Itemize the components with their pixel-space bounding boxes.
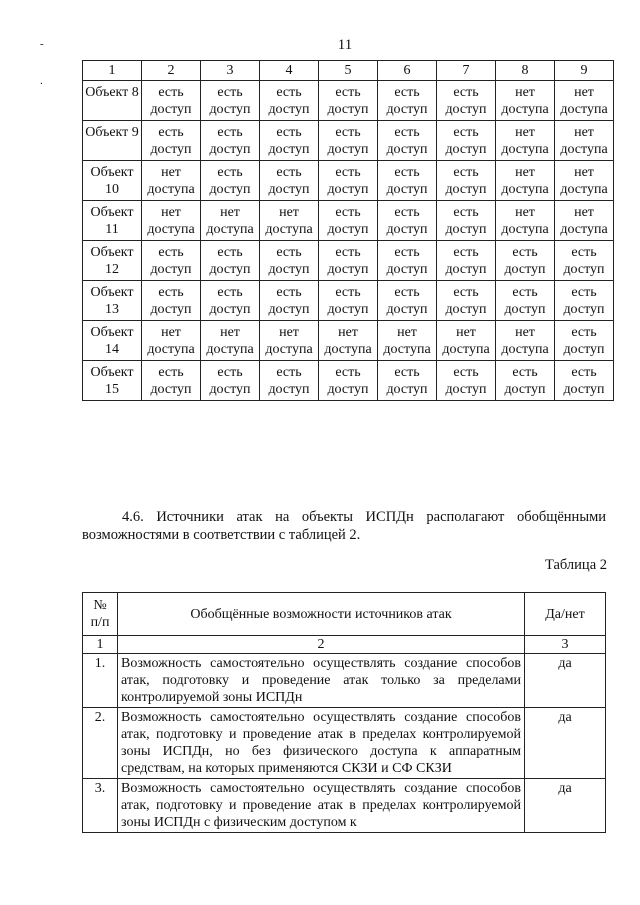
column-number: 3 — [525, 636, 606, 654]
capabilities-table — [82, 592, 606, 833]
capability-answer: да — [525, 708, 606, 779]
capability-number: 3. — [83, 779, 118, 833]
access-cell: нет доступа — [555, 161, 614, 201]
access-cell: есть доступ — [260, 161, 319, 201]
object-name-cell: Объект 15 — [83, 361, 142, 401]
header-answer: Да/нет — [525, 593, 606, 636]
access-row — [83, 241, 614, 281]
access-cell: есть доступ — [201, 241, 260, 281]
access-cell: есть доступ — [555, 321, 614, 361]
page-number: 11 — [337, 37, 353, 53]
access-cell: нет доступа — [496, 161, 555, 201]
header-description: Обобщённые возможности источников атак — [118, 593, 525, 636]
access-cell: есть доступ — [201, 121, 260, 161]
access-cell: есть доступ — [319, 81, 378, 121]
access-cell: есть доступ — [378, 241, 437, 281]
access-cell: есть доступ — [142, 281, 201, 321]
capability-row — [83, 654, 606, 708]
access-cell: нет доступа — [496, 121, 555, 161]
access-cell: есть доступ — [201, 161, 260, 201]
object-name-cell: Объект 13 — [83, 281, 142, 321]
access-cell: есть доступ — [378, 201, 437, 241]
access-row — [83, 161, 614, 201]
access-cell: нет доступа — [319, 321, 378, 361]
access-cell: нет доступа — [496, 321, 555, 361]
capabilities-column-numbers-row — [83, 636, 606, 654]
access-cell: нет доступа — [496, 81, 555, 121]
access-cell: есть доступ — [260, 361, 319, 401]
access-cell: нет доступа — [142, 201, 201, 241]
access-cell: есть доступ — [437, 161, 496, 201]
access-row — [83, 321, 614, 361]
capability-number: 2. — [83, 708, 118, 779]
object-name-cell: Объект 8 — [83, 81, 142, 121]
capability-answer: да — [525, 779, 606, 833]
access-cell: есть доступ — [496, 241, 555, 281]
access-cell: нет доступа — [555, 201, 614, 241]
access-cell: есть доступ — [555, 241, 614, 281]
margin-dash-mark: - — [40, 38, 44, 50]
column-number: 5 — [319, 61, 378, 81]
column-number: 2 — [118, 636, 525, 654]
capabilities-header-row — [83, 593, 606, 636]
access-cell: есть доступ — [142, 241, 201, 281]
capability-number: 1. — [83, 654, 118, 708]
access-cell: нет доступа — [260, 321, 319, 361]
access-cell: есть доступ — [260, 241, 319, 281]
margin-dot-mark: . — [40, 75, 43, 87]
capability-text: Возможность самостоятельно осуществлять создание способов атак, подготовку и проведение атак в пределах контролируемой зоны ИСПДн с физическим доступом к — [118, 779, 525, 833]
access-cell: нет доступа — [378, 321, 437, 361]
object-name-cell: Объект 11 — [83, 201, 142, 241]
column-number: 3 — [201, 61, 260, 81]
access-cell: есть доступ — [378, 281, 437, 321]
access-cell: нет доступа — [555, 121, 614, 161]
column-number: 9 — [555, 61, 614, 81]
capability-text: Возможность самостоятельно осуществлять создание способов атак, подготовку и проведение атак в пределах контролируемой зоны ИСПДн, но без физического доступа к аппаратным средствам, на которых применяются СКЗИ и СФ СКЗИ — [118, 708, 525, 779]
access-cell: есть доступ — [437, 201, 496, 241]
access-row — [83, 81, 614, 121]
access-cell: есть доступ — [319, 121, 378, 161]
access-cell: есть доступ — [437, 121, 496, 161]
access-cell: нет доступа — [555, 81, 614, 121]
column-number: 1 — [83, 636, 118, 654]
column-number: 4 — [260, 61, 319, 81]
access-cell: есть доступ — [319, 201, 378, 241]
access-cell: есть доступ — [260, 281, 319, 321]
access-cell: есть доступ — [319, 281, 378, 321]
access-row — [83, 281, 614, 321]
column-number: 6 — [378, 61, 437, 81]
access-cell: есть доступ — [437, 241, 496, 281]
access-cell: нет доступа — [142, 321, 201, 361]
access-cell: есть доступ — [201, 81, 260, 121]
column-number: 1 — [83, 61, 142, 81]
access-row — [83, 201, 614, 241]
access-cell: нет доступа — [437, 321, 496, 361]
capability-row — [83, 779, 606, 833]
access-cell: нет доступа — [260, 201, 319, 241]
access-cell: есть доступ — [201, 361, 260, 401]
access-cell: есть доступ — [437, 361, 496, 401]
access-cell: есть доступ — [319, 361, 378, 401]
column-number: 2 — [142, 61, 201, 81]
access-cell: есть доступ — [378, 81, 437, 121]
object-name-cell: Объект 14 — [83, 321, 142, 361]
access-cell: есть доступ — [555, 281, 614, 321]
access-cell: есть доступ — [437, 281, 496, 321]
access-cell: нет доступа — [201, 201, 260, 241]
column-number: 8 — [496, 61, 555, 81]
access-cell: есть доступ — [142, 361, 201, 401]
access-cell: есть доступ — [142, 81, 201, 121]
access-cell: есть доступ — [496, 361, 555, 401]
access-cell: нет доступа — [142, 161, 201, 201]
access-table — [82, 60, 614, 401]
access-cell: есть доступ — [378, 161, 437, 201]
access-cell: есть доступ — [142, 121, 201, 161]
header-num: № п/п — [83, 593, 118, 636]
access-cell: есть доступ — [260, 81, 319, 121]
access-row — [83, 361, 614, 401]
column-number: 7 — [437, 61, 496, 81]
access-cell: есть доступ — [437, 81, 496, 121]
access-cell: есть доступ — [319, 161, 378, 201]
capability-row — [83, 708, 606, 779]
access-cell: есть доступ — [319, 241, 378, 281]
access-cell: есть доступ — [378, 361, 437, 401]
access-cell: есть доступ — [496, 281, 555, 321]
access-cell: нет доступа — [496, 201, 555, 241]
access-header-row — [83, 61, 614, 81]
access-row — [83, 121, 614, 161]
object-name-cell: Объект 12 — [83, 241, 142, 281]
table-2-label: Таблица 2 — [544, 557, 607, 573]
capability-text: Возможность самостоятельно осуществлять создание способов атак, подготовку и проведение атак только за пределами контролируемой зоны ИСПДн — [118, 654, 525, 708]
object-name-cell: Объект 10 — [83, 161, 142, 201]
capability-answer: да — [525, 654, 606, 708]
access-cell: есть доступ — [378, 121, 437, 161]
section-4-6-paragraph: 4.6. Источники атак на объекты ИСПДн располагают обобщёнными возможностями в соответствии с таблицей 2. — [82, 509, 606, 543]
access-cell: есть доступ — [555, 361, 614, 401]
access-cell: есть доступ — [260, 121, 319, 161]
object-name-cell: Объект 9 — [83, 121, 142, 161]
access-cell: нет доступа — [201, 321, 260, 361]
access-cell: есть доступ — [201, 281, 260, 321]
